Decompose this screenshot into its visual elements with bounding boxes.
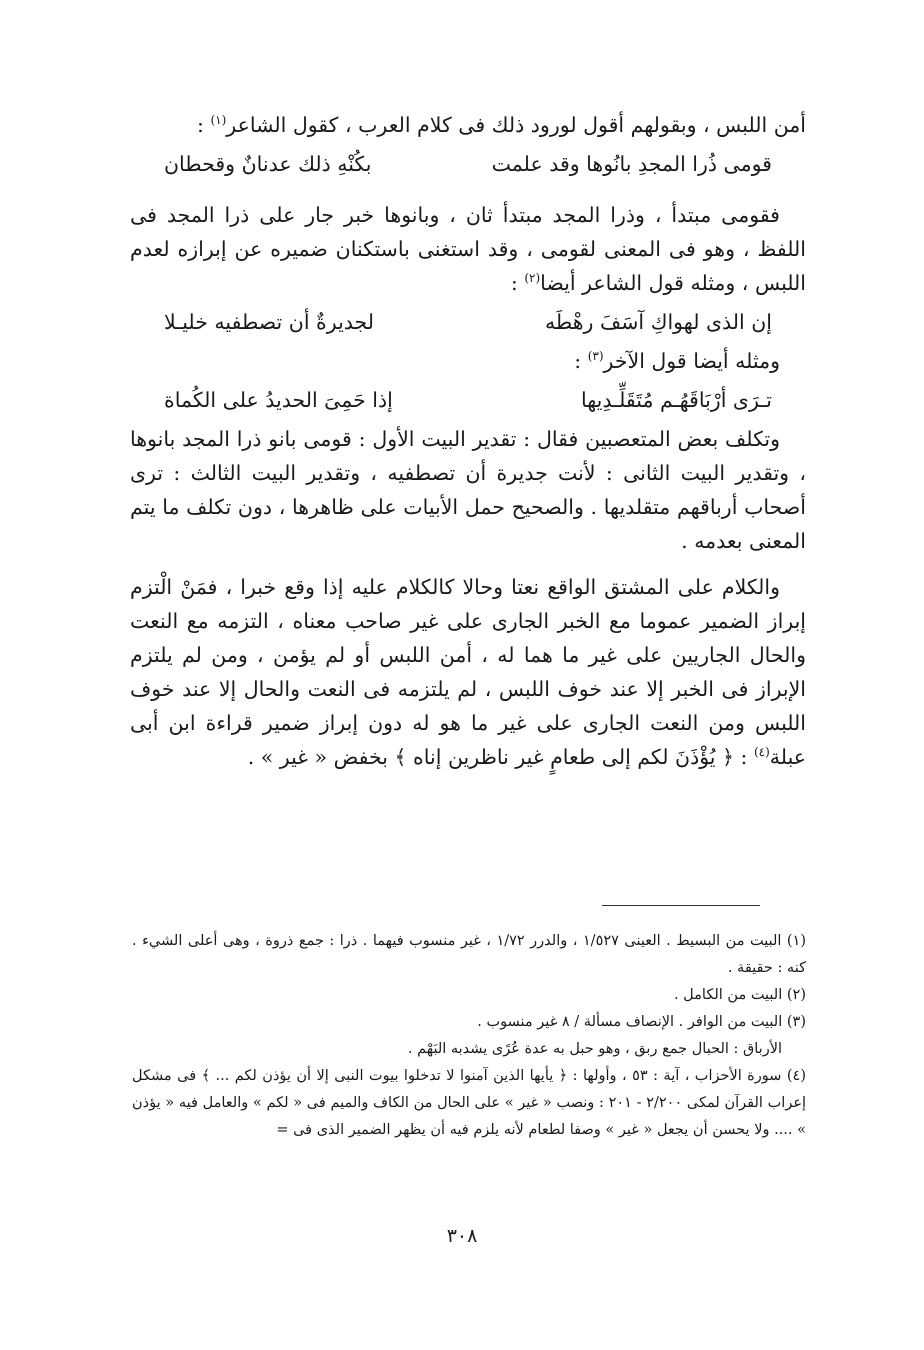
footnote-separator xyxy=(602,905,760,906)
footnote-4: (٤) سورة الأحزاب ، آية : ٥٣ ، وأولها : ﴿ يأيها الذين آمنوا لا تدخلوا بيوت النبى إلا أن يؤذن لكم ... ﴾ فى مشكل إعراب القرآن لمكى ٢/٢٠٠ - ٢٠١ : ونصب « غير » على الحال من الكاف والميم فى « لكم » والعامل فيه « يؤذن » .... ولا يحسن أن يجعل « غير » وصفا لطعام لأنه يلزم فيه أن يظهر الضمير الذى فى = xyxy=(132,1068,807,1138)
verse-1-second-hemistich: بكُنْهِ ذلك عدنانٌ وقحطان xyxy=(164,152,372,176)
verse-2-first-hemistich: إن الذى لهواكِ آسَفَ رهْطَه xyxy=(544,310,772,334)
paragraph-1-end: : xyxy=(197,113,211,137)
paragraph-5-end: : ﴿ يُؤْذَنَ لكم إلى طعامٍ غير ناظرين إناه ﴾ بخفض « غير » . xyxy=(247,745,754,769)
paragraph-5 xyxy=(130,570,806,774)
paragraph-2 xyxy=(130,198,806,300)
paragraph-3-text: ومثله أيضا قول الآخر xyxy=(603,349,780,373)
paragraph-3-end: : xyxy=(574,349,588,373)
paragraph-1 xyxy=(130,108,806,142)
footnote-2: (٢) البيت من الكامل . xyxy=(673,987,806,1003)
paragraph-3 xyxy=(130,344,806,378)
page-number: ٣٠٨ xyxy=(446,1225,478,1247)
paragraph-1-text: أمن اللبس ، وبقولهم أقول لورود ذلك فى كلام العرب ، كقول الشاعر xyxy=(226,113,806,137)
verse-2 xyxy=(164,300,772,344)
footnote-ref-4: (٤) xyxy=(753,745,770,760)
footnotes xyxy=(132,928,806,1144)
footnote-3: (٣) البيت من الوافر . الإنصاف مسألة / ٨ غير منسوب . xyxy=(477,1014,806,1030)
main-text xyxy=(130,108,806,774)
verse-3-second-hemistich: إذا حَمِىَ الحديدُ على الكُماة xyxy=(164,388,393,412)
footnote-ref-3: (٣) xyxy=(587,349,604,364)
verse-1 xyxy=(164,142,772,186)
paragraph-5-text: والكلام على المشتق الواقع نعتا وحالا كالكلام عليه إذا وقع خبرا ، فمَنْ الْتزم إبراز الضمير عموما مع الخبر الجارى على غير صاحب معناه ، التزمه مع النعت والحال الجاريين على غير ما هما له ، أمن اللبس أو لم يؤمن ، ومن لم يلتزم الإبراز فى الخبر إلا عند خوف اللبس ، لم يلتزمه فى النعت والحال إلا عند خوف اللبس ومن النعت الجارى على غير ما هو له دون إبراز ضمير قراءة ابن أبى عبلة xyxy=(130,575,806,769)
footnote-1: (١) البيت من البسيط . العينى ١/٥٢٧ ، والدرر ١/٧٢ ، غير منسوب فيهما . ذرا : جمع ذروة ، وهى أعلى الشيء . كنه : حقيقة . xyxy=(132,933,807,976)
verse-1-first-hemistich: قومى ذُرا المجدِ بانُوها وقد علمت xyxy=(491,152,772,176)
paragraph-2-end: : xyxy=(510,271,525,295)
verse-3 xyxy=(164,378,772,422)
verse-3-first-hemistich: تـرَى أرْبَاقَهُـم مُتَقَلِّـدِيها xyxy=(580,388,772,412)
footnote-3-gloss: الأرباق : الحبال جمع ربق ، وهو حبل به عدة عُرًى يشدبه البَهْم . xyxy=(407,1041,782,1057)
paragraph-2-text: فقومى مبتدأ ، وذرا المجد مبتدأ ثان ، وبانوها خبر جار على ذرا المجد فى اللفظ ، وهو فى المعنى لقومى ، وقد استغنى باستكنان ضميره عن إبرازه لعدم اللبس ، ومثله قول الشاعر أيضا xyxy=(130,203,806,295)
verse-2-second-hemistich: لجديرةٌ أن تصطفيه خليـلا xyxy=(164,310,375,334)
paragraph-4: وتكلف بعض المتعصبين فقال : تقدير البيت الأول : قومى بانو ذرا المجد بانوها ، وتقدير البيت الثانى : لأنت جديرة أن تصطفيه ، وتقدير البيت الثالث : ترى أصحاب أرباقهم متقلديها . والصحيح حمل الأبيات على ظاهرها ، دون تكلف ما يتم المعنى بعدمه . xyxy=(130,427,806,553)
footnote-ref-2: (٢) xyxy=(524,271,541,286)
footnote-ref-1: (١) xyxy=(210,113,227,128)
